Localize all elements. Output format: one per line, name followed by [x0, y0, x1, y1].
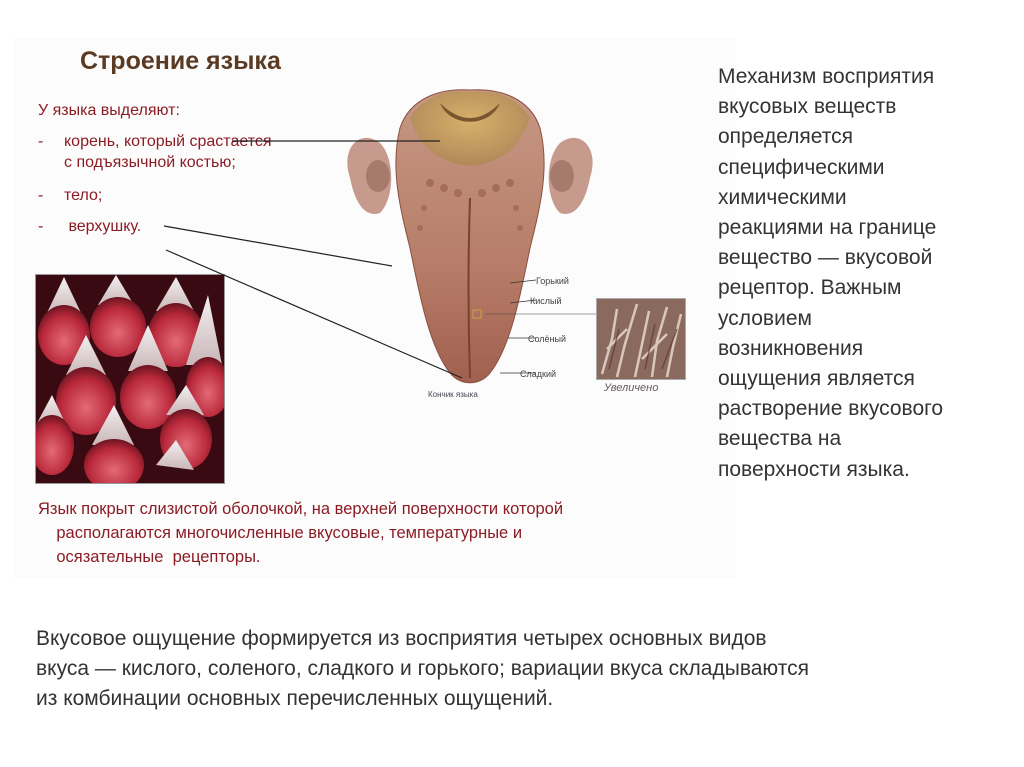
taste-summary-text — [36, 624, 1011, 714]
list-item-root-line1: корень, который срастается — [64, 133, 272, 150]
mechanism-line: вещество — вкусовой — [718, 246, 933, 270]
mechanism-line: вкусовых веществ — [718, 95, 897, 119]
label-tongue-tip: Кончик языка — [428, 390, 478, 399]
list-item-root-line2: с подъязычной костью; — [64, 154, 236, 171]
mechanism-line: химическими — [718, 185, 847, 209]
mechanism-line: условием — [718, 306, 812, 330]
mechanism-line: определяется — [718, 125, 854, 149]
magnified-label: Увеличено — [604, 382, 659, 394]
label-salty: Солёный — [528, 334, 567, 344]
mechanism-line: реакциями на границе — [718, 216, 937, 240]
caption-line: Язык покрыт слизистой оболочкой, на верхней поверхности которой — [38, 500, 564, 518]
label-sour: Кислый — [530, 296, 562, 306]
slide-title: Строение языка — [80, 47, 281, 75]
caption-text — [38, 497, 718, 569]
label-sweet: Сладкий — [520, 369, 556, 379]
mechanism-text — [718, 62, 1008, 485]
mechanism-line: ощущения является — [718, 367, 915, 391]
intro-text: У языка выделяют: — [38, 102, 180, 119]
mechanism-line: рецептор. Важным — [718, 276, 902, 300]
summary-line: Вкусовое ощущение формируется из восприятия четырех основных видов — [36, 627, 767, 650]
mechanism-line: поверхности языка. — [718, 457, 910, 481]
summary-line: вкуса — кислого, соленого, сладкого и горького; вариации вкуса складываются — [36, 657, 809, 680]
list-item-body-text: тело; — [64, 187, 103, 204]
mechanism-line: специфическими — [718, 155, 885, 179]
mechanism-line: вещества на — [718, 427, 842, 451]
list-dash: - — [38, 187, 44, 204]
list-item-tip-text: верхушку. — [64, 218, 142, 235]
mechanism-line: Механизм восприятия — [718, 65, 935, 88]
summary-line: из комбинации основных перечисленных ощущений. — [36, 687, 554, 710]
list-dash: - — [38, 218, 44, 235]
caption-line: располагаются многочисленные вкусовые, температурные и — [38, 524, 523, 542]
caption-line: осязательные рецепторы. — [38, 548, 261, 566]
label-bitter: Горький — [536, 276, 569, 286]
list-dash: - — [38, 133, 44, 150]
mechanism-line: растворение вкусового — [718, 397, 944, 421]
mechanism-line: возникновения — [718, 336, 864, 360]
